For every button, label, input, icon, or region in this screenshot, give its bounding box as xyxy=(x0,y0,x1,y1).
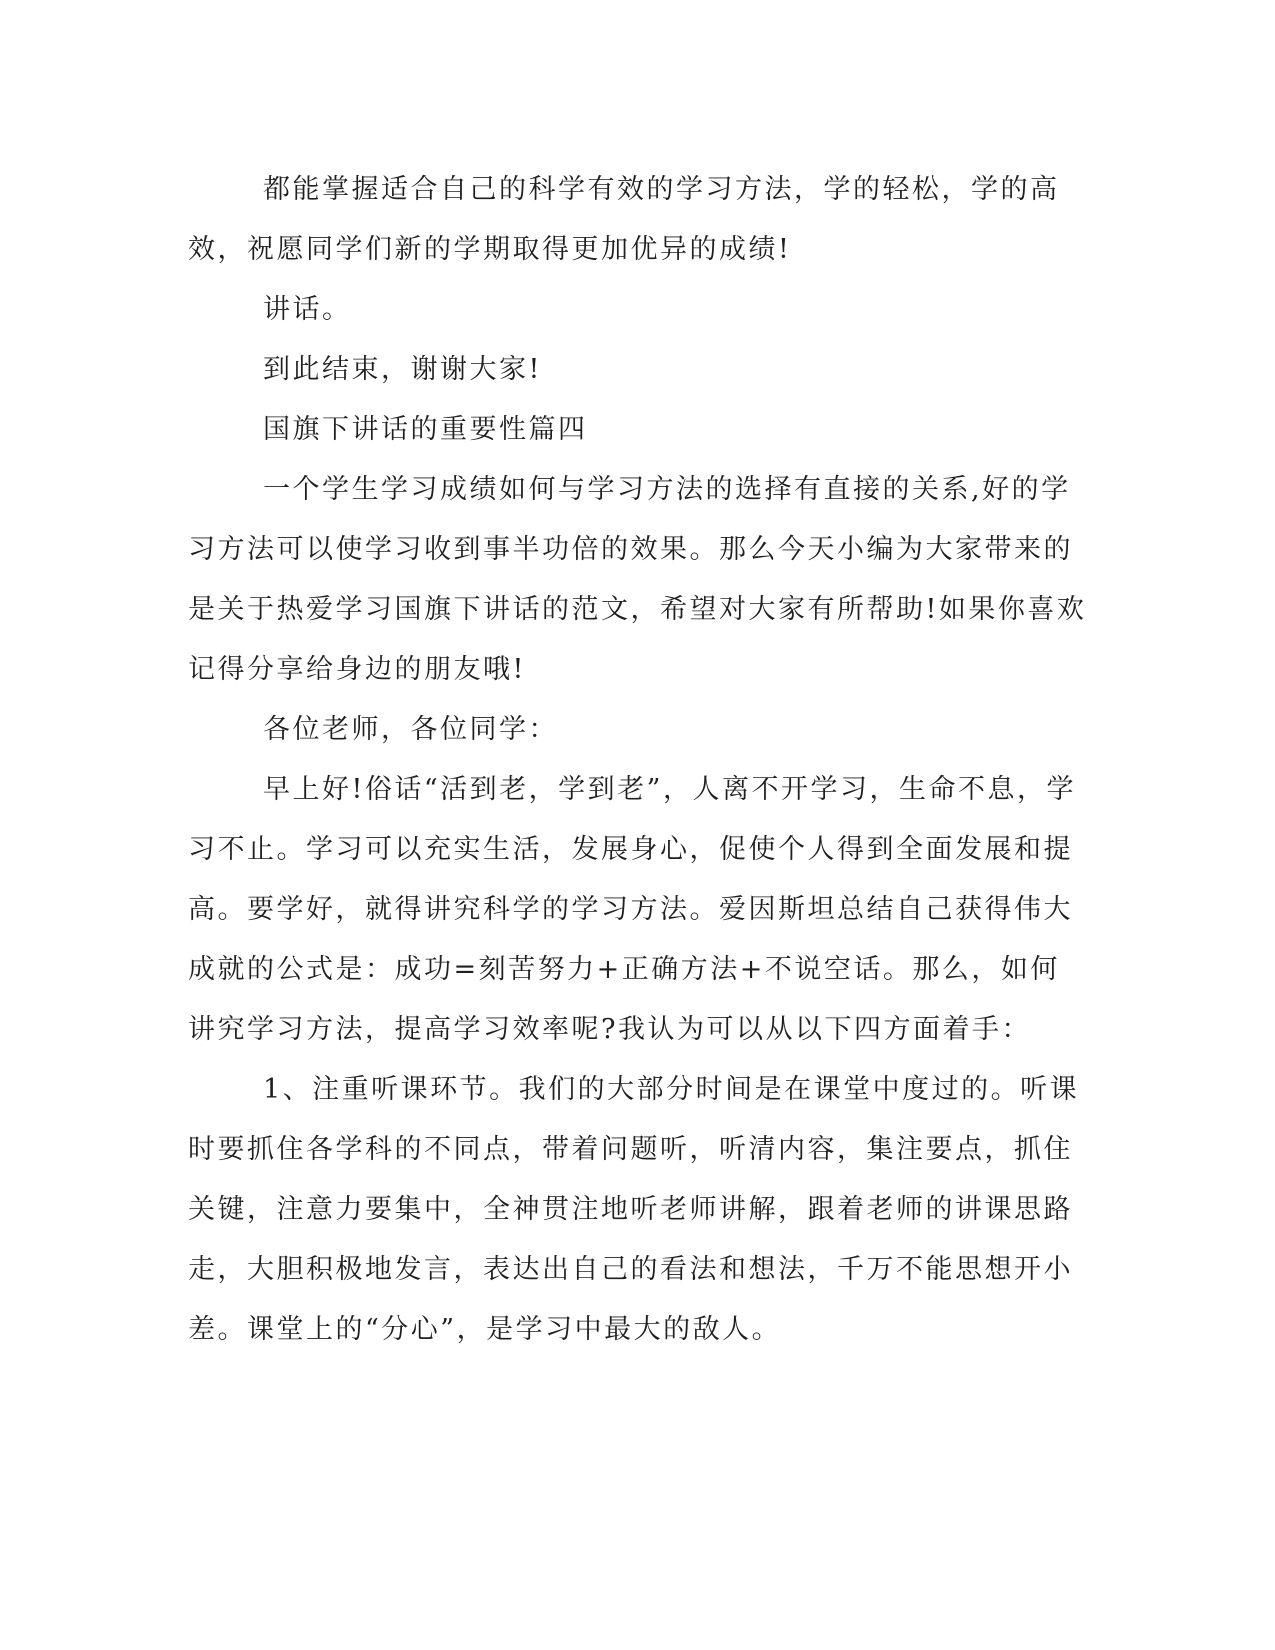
paragraph-intro: 一个学生学习成绩如何与学习方法的选择有直接的关系,好的学习方法可以使学习收到事半功倍的效果。那么今天小编为大家带来的是关于热爱学习国旗下讲话的范文，希望对大家有所帮助!如果你喜欢记得分享给身边的朋友哦! xyxy=(188,474,1087,685)
paragraph-greeting: 早上好!俗话“活到老，学到老”，人离不开学习，生命不息，学习不止。学习可以充实生活，发展身心，促使个人得到全面发展和提高。要学好，就得讲究科学的学习方法。爱因斯坦总结自己获得伟大成就的公式是：成功=刻苦努力+正确方法+不说空话。那么，如何讲究学习方法，提高学习效率呢?我认为可以从以下四方面着手： xyxy=(188,774,1076,1045)
document-body xyxy=(188,160,1088,1360)
paragraph-closing: 到此结束，谢谢大家! xyxy=(263,354,542,385)
paragraph-speech: 讲话。 xyxy=(263,294,352,325)
paragraph-continuation: 都能掌握适合自己的科学有效的学习方法，学的轻松，学的高效，祝愿同学们新的学期取得更加优异的成绩! xyxy=(188,174,1060,265)
section-heading: 国旗下讲话的重要性篇四 xyxy=(263,414,588,445)
paragraph-salutation: 各位老师，各位同学： xyxy=(263,714,558,745)
paragraph-point-1: 1、注重听课环节。我们的大部分时间是在课堂中度过的。听课时要抓住各学科的不同点，带着问题听，听清内容，集注要点，抓住关键，注意力要集中，全神贯注地听老师讲解，跟着老师的讲课思路走，大胆积极地发言，表达出自己的看法和想法，千万不能思想开小差。课堂上的“分心”，是学习中最大的敌人。 xyxy=(188,1074,1080,1345)
